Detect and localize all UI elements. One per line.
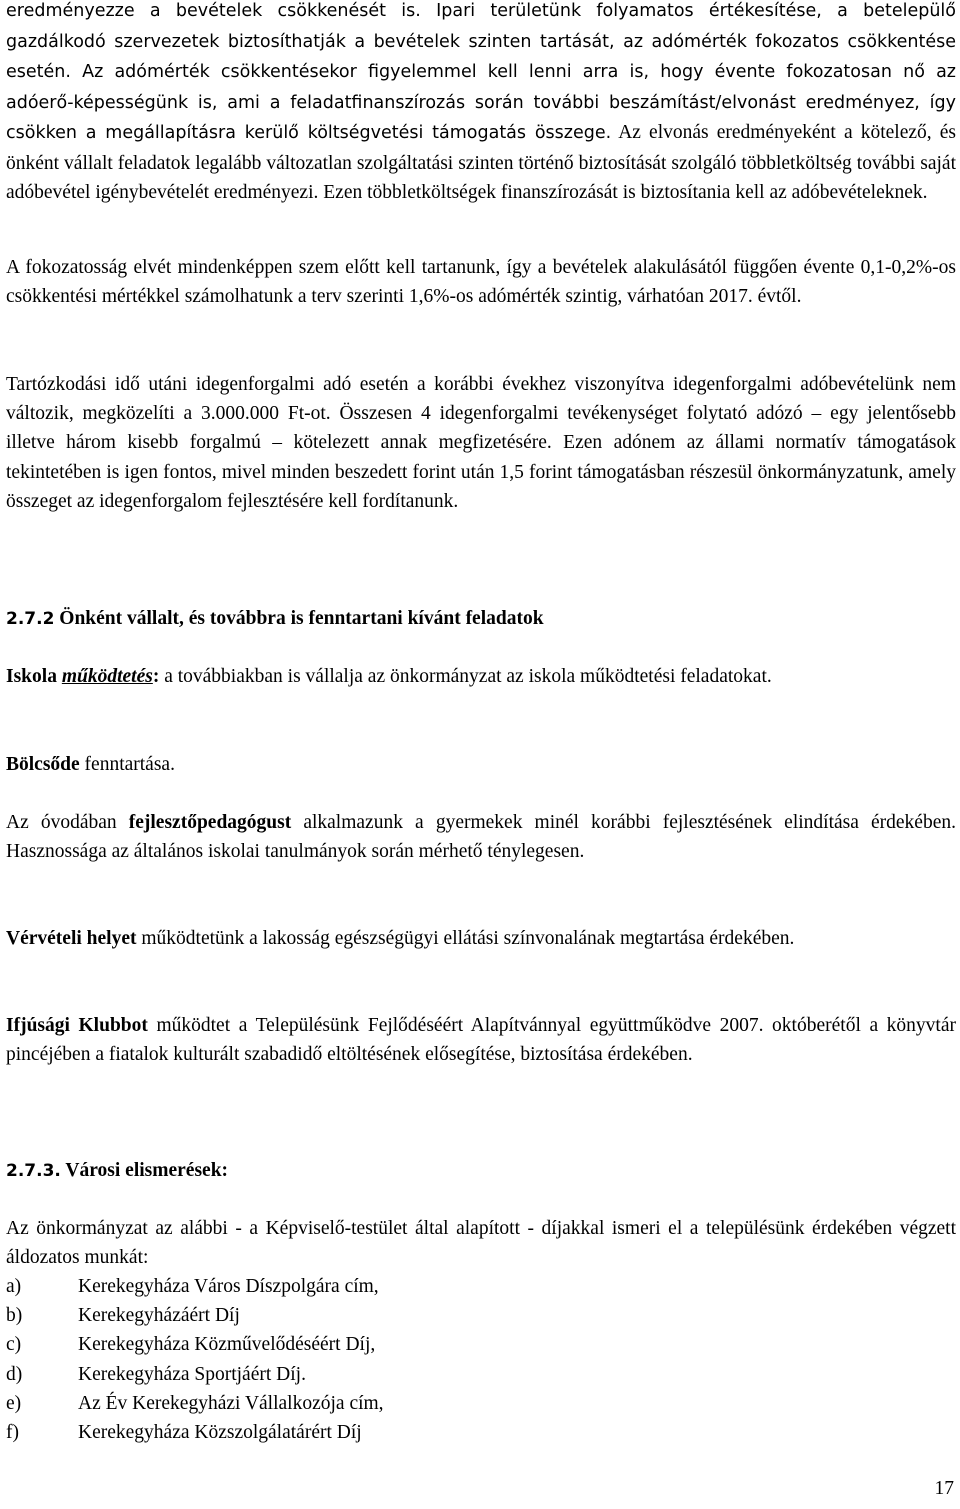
list-item-label: b) [6,1305,23,1327]
list-item-text: Kerekegyháza Sportjáért Díj. [78,1363,306,1385]
bolcsode-text: fenntartása. [79,754,175,775]
ifjusagi-klub-text: működtet a Településünk Fejlődéséért Alapítvánnyal együttműködve 2007. októberétől a könyvtár pincéjében a fiatalok kulturált szabadidő eltöltésének elősegítése, biztosítása érdekében. [6,1015,956,1066]
paragraph-dijak-intro: Az önkormányzat az alábbi - a Képviselő-testület által alapított - díjakkal ismeri el a településünk érdekében végzett áldozatos munkát: [6,1218,956,1269]
paragraph-adomertek [6,0,956,207]
fejlesztopedagogus-label: fejlesztőpedagógust [128,812,292,833]
section-number: 2.7.3. [6,1161,61,1181]
list-item [6,1330,956,1359]
list-item-label: d) [6,1363,23,1385]
page-number: 17 [934,1478,954,1499]
paragraph-vervetel [6,924,956,953]
section-title: Városi elismerések: [60,1160,229,1181]
ifjusagi-klub-label: Ifjúsági Klubbot [6,1015,148,1036]
paragraph-idegenforgalmi-ado: Tartózkodási idő utáni idegenforgalmi adó esetén a korábbi évekhez viszonyítva idegenforgalmi adóbevételünk nem változik, megközelíti a 3.000.000 Ft-ot. Összesen 4 idegenforgalmi tevékenységet folytató adózó – egy jelentősebb illetve három kisebb forgalmú – kötelezett annak megfizetésére. Ezen adónem az állami normatív támogatások tekintetében is igen fontos, mivel minden beszedett forint után 1,5 forint támogatásban részesül önkormányzatunk, amely összeget az idegenforgalom fejlesztésére kell fordítanunk. [6,374,956,512]
list-item-text: Kerekegyháza Város Díszpolgára cím, [78,1276,379,1297]
section-heading-2-7-2 [6,604,956,634]
vervetel-text: működtetünk a lakosság egészségügyi ellátási színvonalának megtartása érdekében. [136,928,795,949]
list-item-text: Kerekegyháza Közszolgálatárért Díj [78,1422,362,1444]
bolcsode-label: Bölcsőde [6,754,80,775]
iskola-colon: : [152,666,160,687]
list-item [6,1360,956,1389]
awards-list [6,1272,956,1447]
ovoda-text: alkalmazunk a gyermekek minél korábbi fejlesztésének elindítása érdekében. Hasznossága az általános iskolai tanulmányok során mérhető ténylegesen. [6,812,956,863]
paragraph-ifjusagi-klub [6,1011,956,1069]
list-item-label: a) [6,1276,22,1297]
vervetel-label: Vérvételi helyet [6,928,137,949]
ovoda-pre-text: Az óvodában [6,812,129,833]
paragraph-ovoda [6,808,956,866]
list-item [6,1418,956,1447]
paragraph-iskola [6,662,956,691]
list-item [6,1389,956,1418]
section-number: 2.7.2 [6,609,55,629]
paragraph-fokozatossag: A fokozatosság elvét mindenképpen szem előtt kell tartanunk, így a bevételek alakulásától függően évente 0,1-0,2%-os csökkentési mértékkel számolhatunk a terv szerinti 1,6%-os adómérték szintig, várhatóan 2017. évtől. [6,257,956,308]
list-item-label: e) [6,1392,22,1414]
paragraph-adomertek-serif-text: Az elvonás eredményeként a kötelező, és önként vállalt feladatok legalább változatlan szolgáltatási szinten történő biztosítását szolgáló többletköltség további saját adóbevétel igénybevételét eredményezi. Ezen többletköltségek finanszírozását is biztosítania kell az adóbevételeknek. [6,122,957,203]
list-item-text: Kerekegyháza Közművelődéséért Díj, [78,1334,376,1356]
iskola-text: a továbbiakban is vállalja az önkormányzat az iskola működtetési feladatokat. [159,666,772,687]
list-item-text: Az Év Kerekegyházi Vállalkozója cím, [78,1392,384,1414]
paragraph-bolcsode [6,750,956,779]
section-heading-2-7-3 [6,1156,956,1186]
list-item-label: c) [6,1334,22,1356]
iskola-mukodtetes-label: működtetés [61,666,153,687]
list-item-label: f) [6,1422,19,1444]
list-item [6,1301,956,1330]
section-title: Önként vállalt, és továbbra is fenntartani kívánt feladatok [54,608,544,629]
list-item [6,1272,956,1301]
list-item-text: Kerekegyházáért Díj [78,1305,240,1327]
iskola-label: Iskola [6,666,62,687]
paragraph-adomertek-sans-text: eredményezze a bevételek csökkenését is. Ipari területünk folyamatos értékesítése, a betelepülő gazdálkodó szervezetek biztosíthatják a bevételek szinten tartását, az adómérték fokozatos csökkentése esetén. Az adómérték csökkentésekor figyelemmel kell lenni arra is, hogy évente fokozatosan nő az adóerő-képességünk is, ami a feladatfinanszírozás során további beszámítást/elvonást eredményez, így csökken a megállapításra kerülő költségvetési támogatás összege. [6,1,956,143]
